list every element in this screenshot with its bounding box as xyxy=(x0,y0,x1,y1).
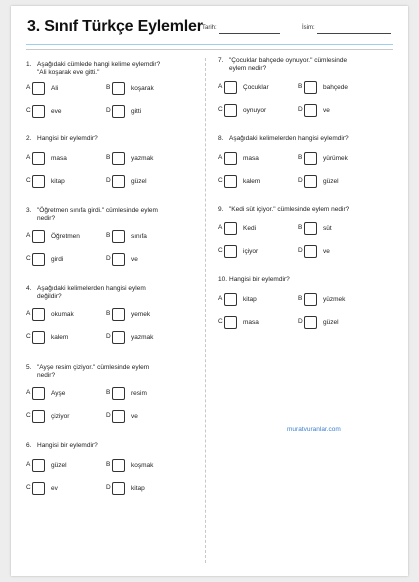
question-prompt xyxy=(37,135,189,143)
question-line: "Ali koşarak eve gitti." xyxy=(37,69,100,76)
option-text: Ayşe xyxy=(51,390,66,397)
option-text: koşmak xyxy=(131,462,154,469)
page-title: 3. Sınıf Türkçe Eylemler xyxy=(27,18,203,35)
option-text: kitap xyxy=(131,485,145,492)
answer-checkbox[interactable] xyxy=(224,175,237,188)
option-letter: C xyxy=(26,412,31,419)
question-number: 7. xyxy=(218,57,224,64)
option-letter: D xyxy=(106,412,111,419)
option-text: kitap xyxy=(243,296,257,303)
answer-checkbox[interactable] xyxy=(224,222,237,235)
question-text xyxy=(26,285,191,301)
answer-checkbox[interactable] xyxy=(224,81,237,94)
answer-checkbox[interactable] xyxy=(32,331,45,344)
option-letter: A xyxy=(26,84,31,91)
answer-checkbox[interactable] xyxy=(224,104,237,117)
answer-checkbox[interactable] xyxy=(32,482,45,495)
question-number: 5. xyxy=(26,364,32,371)
answer-checkbox[interactable] xyxy=(32,230,45,243)
option-letter: A xyxy=(218,295,223,302)
option-letter: C xyxy=(26,333,31,340)
answer-checkbox[interactable] xyxy=(112,253,125,266)
option-text: masa xyxy=(51,155,67,162)
question-number: 10. xyxy=(218,276,228,283)
option-text: ve xyxy=(131,256,138,263)
option-text: çiziyor xyxy=(51,413,70,420)
question-prompt xyxy=(229,206,381,214)
question-text xyxy=(218,276,383,284)
option-text: güzel xyxy=(323,319,339,326)
option-text: güzel xyxy=(131,178,147,185)
answer-checkbox[interactable] xyxy=(224,245,237,258)
option-letter: B xyxy=(106,461,111,468)
question-line: Hangisi bir eylemdir? xyxy=(37,442,98,449)
answer-checkbox[interactable] xyxy=(112,105,125,118)
name-line xyxy=(317,33,391,34)
question-prompt xyxy=(229,276,381,284)
option-text: Çocuklar xyxy=(243,84,269,91)
answer-checkbox[interactable] xyxy=(112,410,125,423)
option-text: gitti xyxy=(131,108,142,115)
date-label: Tarih: xyxy=(202,25,217,31)
column-divider xyxy=(205,58,206,563)
question-text xyxy=(218,206,383,214)
option-letter: C xyxy=(26,177,31,184)
option-letter: D xyxy=(106,177,111,184)
option-text: güzel xyxy=(51,462,67,469)
question-text xyxy=(218,135,383,143)
answer-checkbox[interactable] xyxy=(224,152,237,165)
option-text: okumak xyxy=(51,311,74,318)
answer-checkbox[interactable] xyxy=(112,152,125,165)
option-text: resim xyxy=(131,390,147,397)
question-text xyxy=(26,364,191,380)
option-text: ev xyxy=(51,485,58,492)
option-text: ve xyxy=(323,107,330,114)
answer-checkbox[interactable] xyxy=(304,152,317,165)
option-letter: B xyxy=(106,389,111,396)
option-text: içiyor xyxy=(243,248,259,255)
option-text: ve xyxy=(131,413,138,420)
question-line: eylem nedir? xyxy=(229,65,267,72)
option-text: güzel xyxy=(323,178,339,185)
option-letter: B xyxy=(298,295,303,302)
option-letter: A xyxy=(218,224,223,231)
answer-checkbox[interactable] xyxy=(304,104,317,117)
date-line xyxy=(219,33,280,34)
question-line: "Çocuklar bahçede oynuyor." cümlesinde xyxy=(229,57,348,64)
answer-checkbox[interactable] xyxy=(112,175,125,188)
option-letter: D xyxy=(106,255,111,262)
option-text: kalem xyxy=(51,334,69,341)
option-text: yazmak xyxy=(131,155,154,162)
option-letter: D xyxy=(298,106,303,113)
question-prompt xyxy=(37,285,189,301)
answer-checkbox[interactable] xyxy=(32,459,45,472)
option-text: oynuyor xyxy=(243,107,267,114)
option-letter: B xyxy=(106,154,111,161)
question-number: 4. xyxy=(26,285,32,292)
option-letter: D xyxy=(298,247,303,254)
question-line: "Ayşe resim çiziyor." cümlesinde eylem xyxy=(37,364,150,371)
option-text: yürümek xyxy=(323,155,348,162)
option-letter: B xyxy=(298,83,303,90)
answer-checkbox[interactable] xyxy=(112,387,125,400)
question-line: Aşağıdaki kelimelerden hangisi eylemdir? xyxy=(229,135,349,142)
answer-checkbox[interactable] xyxy=(112,459,125,472)
question-prompt xyxy=(37,364,189,380)
question-line: nedir? xyxy=(37,372,56,379)
option-letter: C xyxy=(26,484,31,491)
option-text: yazmak xyxy=(131,334,154,341)
option-letter: C xyxy=(218,106,223,113)
answer-checkbox[interactable] xyxy=(32,82,45,95)
question-prompt xyxy=(37,442,189,450)
question-text xyxy=(26,61,191,77)
option-letter: C xyxy=(218,247,223,254)
question-text xyxy=(26,135,191,143)
question-text xyxy=(26,442,191,450)
answer-checkbox[interactable] xyxy=(304,245,317,258)
option-letter: B xyxy=(106,232,111,239)
option-letter: D xyxy=(106,333,111,340)
answer-checkbox[interactable] xyxy=(224,316,237,329)
option-letter: D xyxy=(298,177,303,184)
answer-checkbox[interactable] xyxy=(32,175,45,188)
question-number: 8. xyxy=(218,135,224,142)
question-text xyxy=(218,57,383,73)
question-prompt xyxy=(229,57,381,73)
option-text: Öğretmen xyxy=(51,233,80,240)
option-letter: A xyxy=(26,232,31,239)
answer-checkbox[interactable] xyxy=(32,410,45,423)
worksheet-page xyxy=(11,6,408,576)
option-letter: A xyxy=(26,461,31,468)
answer-checkbox[interactable] xyxy=(32,152,45,165)
question-text xyxy=(26,207,191,223)
option-letter: D xyxy=(106,107,111,114)
question-line: Aşağıdaki cümlede hangi kelime eylemdir? xyxy=(37,61,161,68)
question-line: Hangisi bir eylemdir? xyxy=(229,276,290,283)
option-letter: B xyxy=(298,224,303,231)
option-text: koşarak xyxy=(131,85,154,92)
answer-checkbox[interactable] xyxy=(224,293,237,306)
option-text: Ali xyxy=(51,85,59,92)
answer-checkbox[interactable] xyxy=(304,316,317,329)
option-letter: C xyxy=(218,318,223,325)
option-letter: B xyxy=(298,154,303,161)
option-text: masa xyxy=(243,319,259,326)
option-text: yemek xyxy=(131,311,151,318)
option-letter: B xyxy=(106,310,111,317)
option-text: kalem xyxy=(243,178,261,185)
option-text: masa xyxy=(243,155,259,162)
option-text: yüzmek xyxy=(323,296,346,303)
website-link[interactable]: muratvuranlar.com xyxy=(287,426,341,433)
option-text: bahçede xyxy=(323,84,348,91)
option-text: ve xyxy=(323,248,330,255)
header-rule-gray xyxy=(26,49,393,50)
question-prompt xyxy=(37,207,189,223)
question-number: 9. xyxy=(218,206,224,213)
question-line: değildir? xyxy=(37,293,62,300)
answer-checkbox[interactable] xyxy=(32,105,45,118)
question-line: "Öğretmen sınıfa girdi." cümlesinde eylem xyxy=(37,207,158,214)
question-line: Hangisi bir eylemdir? xyxy=(37,135,98,142)
option-letter: D xyxy=(298,318,303,325)
header-rule-blue xyxy=(26,44,393,45)
option-text: süt xyxy=(323,225,332,232)
option-text: sınıfa xyxy=(131,233,147,240)
option-letter: A xyxy=(218,83,223,90)
answer-checkbox[interactable] xyxy=(32,253,45,266)
question-number: 3. xyxy=(26,207,32,214)
answer-checkbox[interactable] xyxy=(112,331,125,344)
answer-checkbox[interactable] xyxy=(112,482,125,495)
option-letter: D xyxy=(106,484,111,491)
answer-checkbox[interactable] xyxy=(112,82,125,95)
name-field xyxy=(302,25,315,31)
answer-checkbox[interactable] xyxy=(112,230,125,243)
answer-checkbox[interactable] xyxy=(304,175,317,188)
option-letter: C xyxy=(218,177,223,184)
answer-checkbox[interactable] xyxy=(112,308,125,321)
question-number: 1. xyxy=(26,61,32,68)
option-letter: B xyxy=(106,84,111,91)
option-letter: A xyxy=(218,154,223,161)
option-text: kitap xyxy=(51,178,65,185)
answer-checkbox[interactable] xyxy=(304,293,317,306)
question-prompt xyxy=(37,61,189,77)
question-line: nedir? xyxy=(37,215,56,222)
question-line: "Kedi süt içiyor." cümlesinde eylem nedir? xyxy=(229,206,350,213)
option-letter: C xyxy=(26,255,31,262)
option-letter: C xyxy=(26,107,31,114)
option-letter: A xyxy=(26,310,31,317)
question-prompt xyxy=(229,135,381,143)
option-letter: A xyxy=(26,389,31,396)
answer-checkbox[interactable] xyxy=(304,222,317,235)
option-letter: A xyxy=(26,154,31,161)
question-line: Aşağıdaki kelimelerden hangisi eylem xyxy=(37,285,146,292)
option-text: eve xyxy=(51,108,62,115)
question-number: 2. xyxy=(26,135,32,142)
answer-checkbox[interactable] xyxy=(32,387,45,400)
answer-checkbox[interactable] xyxy=(304,81,317,94)
option-text: girdi xyxy=(51,256,64,263)
date-field xyxy=(202,25,217,31)
answer-checkbox[interactable] xyxy=(32,308,45,321)
name-label: İsim: xyxy=(302,25,315,31)
option-text: Kedi xyxy=(243,225,257,232)
question-number: 6. xyxy=(26,442,32,449)
